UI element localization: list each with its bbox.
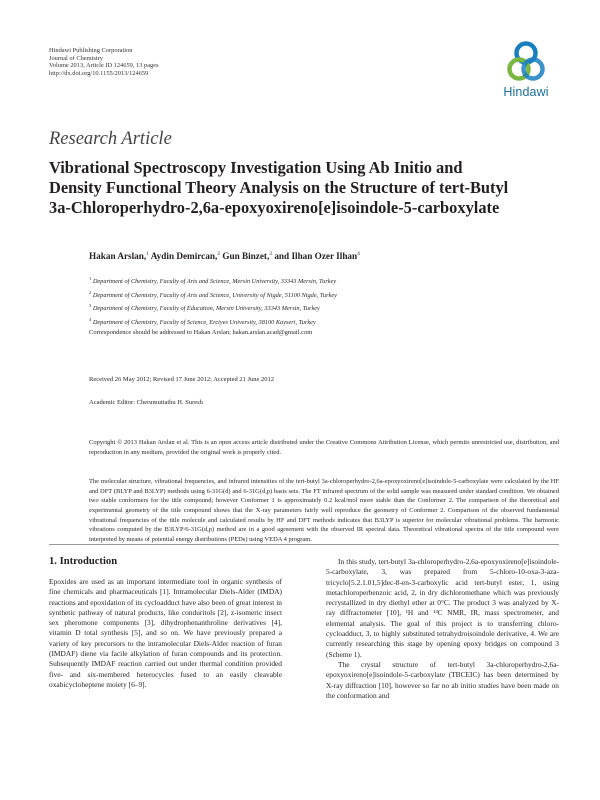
hindawi-logo	[494, 40, 558, 106]
intro-paragraph: In this study, tert-butyl 3a-chloroperhydro-2,6a-epoxyoxireno[e]isoindole-5-carboxylate, 3, was prepared from 5-chloro-10-oxa-3-aza-tricyclo[5.2.1.01,5]dec-8-en-3-carboxylic acid tert-butyl ester, 1, using metachloroperbenzoic acid, 2, in dry dichloromethane which was previously recrystallized in dry diethyl ether at 0°C. The product 3 was analyzed by X-ray diffractometer [10], ¹H and ¹³C NMR, IR, mass spectrometer, and elemental analysis. The goal of this project is to transferring chloro-cycloadduct, 3, to highly substituted tetrahydroisoindole derivative, 4. We are currently researching this stage by opening epoxy bridges on compound 3 (Scheme 1).	[326, 557, 559, 659]
affiliation-list	[89, 274, 337, 328]
author-affil-sup: 2	[217, 251, 221, 257]
doi-link[interactable]: http://dx.doi.org/10.1155/2013/124659	[49, 69, 149, 77]
author-affil-sup: 4	[357, 251, 360, 257]
journal-meta	[49, 47, 159, 77]
correspondence: Correspondence should be addressed to Hakan Arslan; hakan.arslan.acad@gmail.com	[89, 329, 313, 336]
intro-column-right	[326, 557, 559, 701]
affiliation-sup: 1	[89, 276, 92, 281]
title-line: Density Functional Theory Analysis on the Structure of tert-Butyl	[49, 178, 509, 197]
affiliation	[89, 274, 337, 288]
author-name: Aydin Demircan,	[150, 251, 218, 262]
affiliation-sup: 2	[89, 289, 92, 295]
affiliation-sup: 4	[89, 316, 92, 322]
intro-paragraph: Epoxides are used as an important intermediate tool in organic synthesis of fine chemicals and pharmaceuticals [1]. Intramolecular Diels-Alder (IMDA) reactions and epoxidation of its cycloadduct have also been of great interest in synthetic pathway of natural products, like conduritols [2], z-isomeric insect sex pheromone components [3], dihydrophenanthroline derivatives [4], vitamin D total synthesis [5], and so on. We have previously prepared a variety of key precursors to the intramolecular Diels-Alder reaction of furan (IMDAF) diene via facile alkylation of furan compounds and its protection. Subsequently IMDAF reaction carried out under thermal condition provided five- and six-membered heterocycles fused to an easily cleavable oxabicycloheptene moiety [6–9].	[49, 577, 282, 689]
title-line: 3a-Chloroperhydro-2,6a-epoxyoxireno[e]isoindole-5-carboxylate	[49, 198, 500, 217]
hindawi-wordmark: Hindawi	[503, 85, 549, 99]
volume-info: Volume 2013, Article ID 124659, 13 pages	[49, 62, 159, 70]
journal-name: Journal of Chemistry	[49, 54, 103, 62]
affiliation-text: Department of Chemistry, Faculty of Arts and Science, University of Nigde, 51100 Nigde, Turkey	[92, 291, 337, 299]
intro-column-left	[49, 577, 282, 690]
affiliation-text: Department of Chemistry, Faculty of Arts and Science, Mersin University, 33343 Mersin, Turkey	[92, 278, 337, 286]
article-type: Research Article	[49, 129, 172, 149]
author-list	[89, 251, 360, 261]
copyright-notice: Copyright © 2013 Hakan Arslan et al. This is an open access article distributed under the Creative Commons Attribution License, which permits unrestricted use, distribution, and reproduction in any medium, provided the original work is properly cited.	[89, 439, 559, 456]
publisher-name: Hindawi Publishing Corporation	[49, 47, 133, 54]
section-divider	[49, 544, 559, 545]
affiliation-sup: 3	[89, 303, 92, 308]
title-line: Vibrational Spectroscopy Investigation Using Ab Initio and	[49, 158, 463, 177]
abstract: The molecular structure, vibrational frequencies, and infrared intensities of the tert-butyl 3a-chloroperhydro-2,6a-epoxyoxireno[e]isoindole-5-carboxylate were calculated by the HF and DFT (BLYP and B3LYP) methods using 6-31G(d) and 6-31G(d,p) basis sets. The FT infrared spectrum of the solid sample was measured under standard condition. We obtained two stable conformers for the title compound; however Conformer 1 is approximately 0.2 kcal/mol more stable than the Conformer 2. The comparison of the theoretical and experimental geometry of the title compound shows that the X-ray parameters fairly well reproduce the geometry of Conformer 2. Comparison of the observed fundamental vibrational frequencies of the title molecule and calculated results by HF and DFT methods indicates that B3LYP is superior for molecular vibrational problems. The harmonic vibrations computed by the B3LYP/6-31G(d,p) method are in a good agreement with the observed IR spectral data. Theoretical vibrational spectra of the title compound were interpreted by means of potential energy distributions (PEDs) using VEDA 4 program.	[89, 478, 559, 543]
hindawi-logo-icon	[506, 40, 546, 84]
section-heading: 1. Introduction	[49, 556, 118, 567]
intro-paragraph: The crystal structure of tert-butyl 3a-chloroperhydro-2,6a-epoxyoxireno[e]isoindole-5-carboxylate (TBCEIC) has been determined by X-ray diffraction [10], however so far no ab initio studies have been made on the conformation and	[326, 659, 559, 700]
academic-editor: Academic Editor: Cherumuttathu H. Suresh	[89, 399, 203, 406]
affiliation-text: Department of Chemistry, Faculty of Education, Mersin University, 33343 Mersin, Turkey	[92, 305, 320, 313]
affiliation	[89, 315, 337, 329]
author-affil-sup: 1	[146, 251, 149, 257]
article-title	[49, 158, 569, 218]
affiliation	[89, 301, 337, 315]
author-name: Hakan Arslan,	[89, 251, 147, 262]
author-name: Gun Binzet,	[222, 251, 270, 262]
affiliation	[89, 288, 337, 302]
author-name: and Ilhan Ozer Ilhan	[274, 251, 358, 262]
affiliation-text: Department of Chemistry, Faculty of Science, Erciyes University, 38100 Kayseri, Turkey	[92, 318, 316, 326]
received-dates: Received 26 May 2012; Revised 17 June 2012; Accepted 21 June 2012	[89, 376, 275, 383]
author-affil-sup: 3	[269, 251, 273, 257]
